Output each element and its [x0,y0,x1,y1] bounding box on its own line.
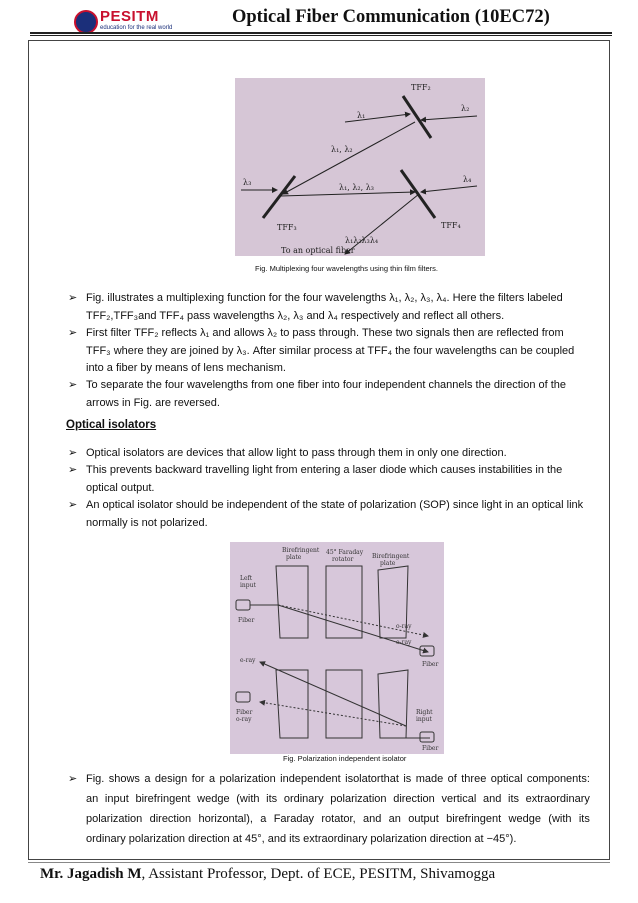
logo-tagline: education for the real world [100,25,173,31]
word: shows [108,773,140,785]
bullet-arrow-icon: ➢ [68,292,78,304]
label-l1: λ₁ [357,111,366,120]
filter-tff2 [403,96,431,138]
word: Fig. [86,773,105,785]
design-line2 [86,792,590,806]
footer-rule [28,862,610,863]
label-eray-1: e-ray [396,639,412,646]
label-right-input-2: input [416,716,432,723]
section-heading-optical-isolators: Optical isolators [66,419,157,431]
label-fiber-1: Fiber [238,617,255,624]
label-to-fiber: To an optical fiber [281,246,355,255]
word: birefringent [135,793,191,805]
isolator-diagram [230,542,444,754]
figure-caption-1: Fig. Multiplexing four wavelengths using thin film filters. [255,264,438,273]
word: horizontal), [198,813,253,825]
author-name: Mr. Jagadish M [40,866,142,882]
word: direction [393,793,435,805]
label-left-input: Left [240,575,253,582]
logo-emblem-icon [74,10,98,34]
label-fiber-3: Fiber [236,709,253,716]
label-l12: λ₁, λ₂ [331,145,353,154]
bullet-arrow-icon: ➢ [68,327,78,339]
label-oray-2: o-ray [236,716,252,723]
page-header [0,0,638,42]
word: direction [149,813,192,825]
label-tff3: TFF₃ [277,223,297,232]
word: input [104,793,129,805]
para1-line1: Fig. illustrates a multiplexing function for the four wavelengths λ₁, λ₂, λ₃, λ₄. Here the filters labeled [86,292,563,304]
filter-tff3 [263,176,295,218]
header-rule-thin [30,35,612,36]
word: isolatorthat [345,773,399,785]
word: Faraday [273,813,315,825]
label-birefringent-1: Birefringent [282,547,320,554]
word: a [260,813,267,825]
multiplexing-diagram [235,78,485,256]
label-l4: λ₄ [463,175,472,184]
word: three [461,773,487,785]
document-title: Optical Fiber Communication (10EC72) [232,7,550,27]
birefringent-plate-1 [276,566,308,638]
label-left-input-2: input [240,582,256,589]
label-l3: λ₃ [243,178,252,187]
label-plate-2: plate [380,560,396,567]
label-rotator: rotator [332,556,354,563]
word: a [208,773,216,785]
iso-line1: Optical isolators are devices that allow light to pass through them in only one direction. [86,447,507,459]
bullet-arrow-icon: ➢ [68,464,78,476]
design-line4: ordinary polarization direction at 45°, and its extraordinary polarization direction at −45°). [86,833,517,845]
word: an [388,813,401,825]
word: polarization [86,813,143,825]
label-eray-2: e-ray [240,657,256,664]
word: of [447,773,457,785]
para1-line2: TFF₂,TFF₃and TFF₄ pass wavelengths λ₂, λ₃ and λ₄ respectively and reflect all others. [86,310,505,322]
design-line1 [86,772,590,786]
word: an [86,793,99,805]
figure-caption-2: Fig. Polarization independent isolator [283,754,407,763]
word: its [578,813,590,825]
word: optical [490,773,523,785]
author-affiliation: , Assistant Professor, Dept. of ECE, PESITM, Shivamogga [141,866,496,882]
word: polarization [219,773,276,785]
para2-line2: TFF₃ where they are joined by λ₃. After similar process at TFF₄ the four wavelengths can be coupled [86,345,575,357]
figure-multiplexing [235,78,485,256]
word: output [408,813,439,825]
header-rule [30,32,612,34]
bullet-arrow-icon: ➢ [68,379,78,391]
bullet-arrow-icon: ➢ [68,773,78,785]
word: a [144,773,151,785]
label-plate-1: plate [286,554,302,561]
para3-line2: arrows in Fig. are reversed. [86,397,220,409]
iso-line2: This prevents backward travelling light from entering a laser diode which causes instabilities in the [86,464,563,476]
design-line3 [86,812,590,826]
para3-line1: To separate the four wavelengths from one fiber into four independent channels the direction of the [86,379,567,391]
word: ordinary [283,793,324,805]
page-footer [40,866,495,883]
label-fiber-2: Fiber [422,661,439,668]
iso-line4: An optical isolator should be independent of the state of polarization (SOP) since light in an optical link [86,499,584,511]
label-tff4: TFF₄ [441,221,461,230]
word: its [266,793,278,805]
label-oray-1: o-ray [396,623,412,630]
word: its [508,793,519,805]
label-l123: λ₁, λ₂, λ₃ [339,183,375,192]
logo-name: PESITM [100,8,159,25]
bullet-arrow-icon: ➢ [68,447,78,459]
label-l1234: λ₁λ₂λ₃λ₄ [345,236,379,245]
word: rotator, [321,813,356,825]
label-birefringent-2: Birefringent [372,553,410,560]
word: components: [526,773,590,785]
word: vertical [441,793,477,805]
label-faraday: 45° Faraday [326,549,364,556]
label-l2: λ₂ [461,104,470,113]
word: extraordinary [525,793,590,805]
word: for [191,773,205,785]
label-tff2: TFF₂ [411,83,431,92]
figure-isolator [230,542,444,754]
bullet-arrow-icon: ➢ [68,499,78,511]
word: (with [236,793,260,805]
word: wedge [197,793,230,805]
filter-tff4 [401,170,435,218]
label-right-input: Right [416,709,433,716]
word: is [403,773,412,785]
word: (with [548,813,572,825]
word: and [482,793,502,805]
iso-line3: optical output. [86,482,155,494]
word: design [154,773,188,785]
word: made [415,773,444,785]
label-fiber-4: Fiber [422,745,439,752]
word: birefringent [446,813,502,825]
para2-line3: into a fiber by means of lens mechanism. [86,362,286,374]
para2-line1: First filter TFF₂ reflects λ₁ and allows λ₂ to pass through. These two signals then are reflected from [86,327,564,339]
word: polarization [330,793,387,805]
word: independent [280,773,341,785]
iso-line5: normally is not polarized. [86,517,208,529]
word: wedge [508,813,541,825]
faraday-rotator [326,566,362,638]
word: and [362,813,382,825]
